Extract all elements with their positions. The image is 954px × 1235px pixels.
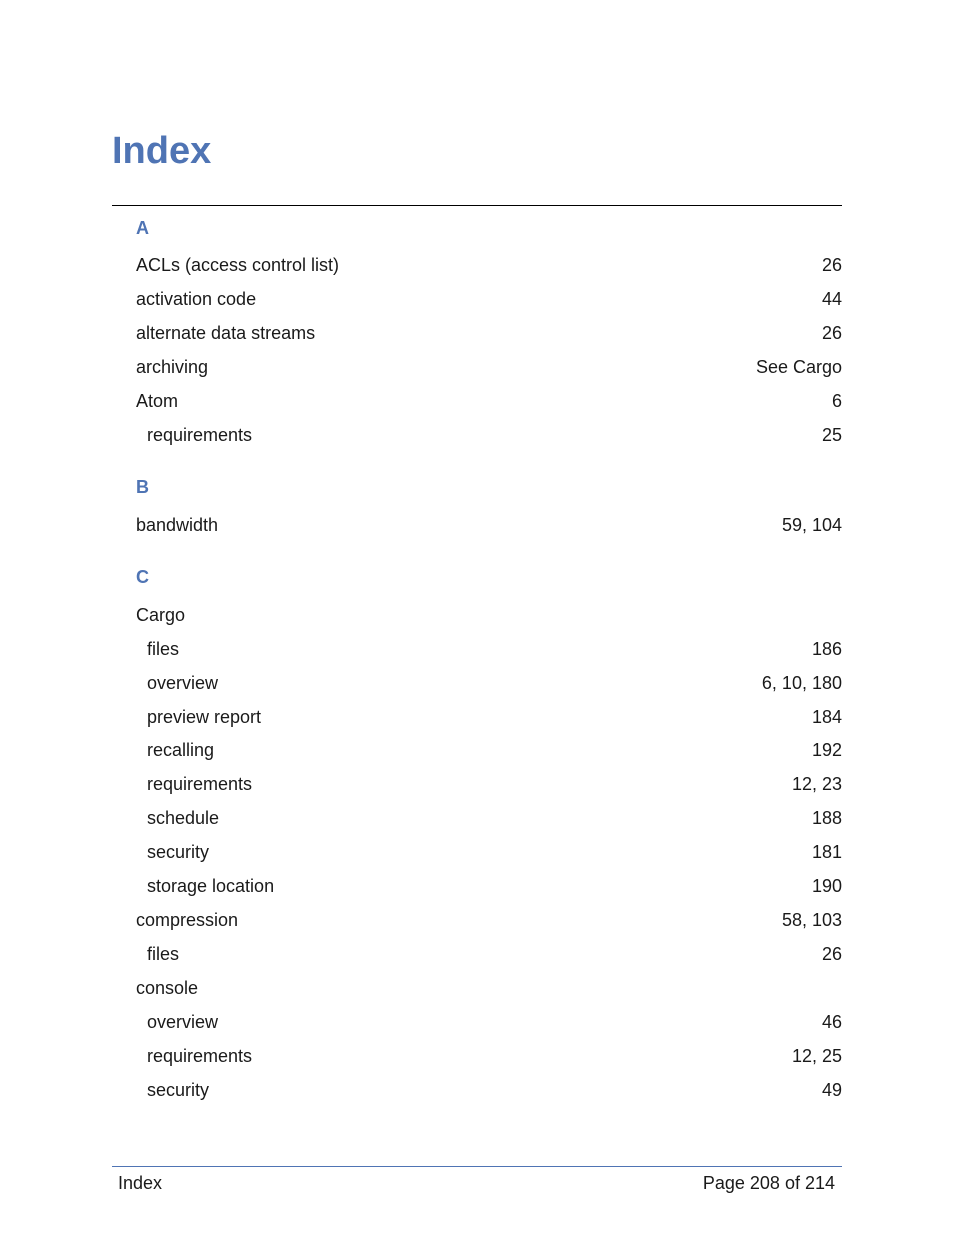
entry-pages[interactable]: 188 [811,808,842,828]
index-subentry [136,705,842,729]
footer-section-name: Index [118,1173,163,1193]
entry-term: security [147,842,210,862]
entry-term: activation code [136,289,257,309]
index-subentry [136,423,842,447]
entry-pages[interactable]: 26 [821,944,842,964]
index-entry [136,603,842,627]
footer-divider [112,1166,842,1167]
index-entry [136,355,842,379]
entry-pages[interactable]: 12, 23 [791,774,842,794]
entry-pages[interactable]: 25 [821,425,842,445]
entry-pages[interactable]: 12, 25 [791,1046,842,1066]
entry-term: compression [136,910,239,930]
entry-term: overview [147,1012,219,1032]
title-divider [112,205,842,206]
page-title: Index [112,130,212,172]
entry-term: Atom [136,391,179,411]
entry-term: requirements [147,774,253,794]
entry-pages[interactable]: 44 [821,289,842,309]
section-letter-c: C [136,567,149,587]
index-subentry [136,874,842,898]
entry-term: console [136,978,199,998]
entry-term: storage location [147,876,275,896]
entry-term: schedule [147,808,220,828]
entry-pages[interactable]: 46 [821,1012,842,1032]
index-subentry [136,806,842,830]
entry-pages[interactable]: 184 [811,707,842,727]
index-entry [136,321,842,345]
entry-pages[interactable]: 190 [811,876,842,896]
entry-pages[interactable]: 58, 103 [781,910,842,930]
index-subentry [136,1010,842,1034]
section-letter-a: A [136,218,149,238]
entry-pages[interactable]: 59, 104 [781,515,842,535]
index-subentry [136,671,842,695]
entry-term: requirements [147,425,253,445]
index-entry [136,513,842,537]
entry-pages[interactable]: 26 [821,255,842,275]
entry-term: overview [147,673,219,693]
entry-term: files [147,944,180,964]
entry-term: alternate data streams [136,323,316,343]
index-subentry [136,1044,842,1068]
index-subentry [136,738,842,762]
entry-pages[interactable]: 26 [821,323,842,343]
entry-pages[interactable]: 192 [811,740,842,760]
entry-pages[interactable]: 6, 10, 180 [761,673,842,693]
entry-pages[interactable]: 186 [811,639,842,659]
entry-term: Cargo [136,605,186,625]
index-subentry [136,637,842,661]
entry-term: recalling [147,740,215,760]
index-entry [136,908,842,932]
entry-pages[interactable]: 49 [821,1080,842,1100]
index-entry [136,389,842,413]
entry-term: files [147,639,180,659]
entry-term: security [147,1080,210,1100]
index-subentry [136,1078,842,1102]
entry-term: archiving [136,357,209,377]
entry-pages[interactable]: See Cargo [755,357,842,377]
entry-pages[interactable]: 181 [811,842,842,862]
entry-term: preview report [147,707,262,727]
index-subentry [136,942,842,966]
entry-pages[interactable]: 6 [831,391,842,411]
index-entry [136,253,842,277]
entry-term: requirements [147,1046,253,1066]
index-entry [136,287,842,311]
entry-term: bandwidth [136,515,219,535]
footer-page-number: Page 208 of 214 [702,1173,835,1193]
section-letter-b: B [136,477,149,497]
entry-term: ACLs (access control list) [136,255,340,275]
index-subentry [136,772,842,796]
index-entry [136,976,842,1000]
index-subentry [136,840,842,864]
